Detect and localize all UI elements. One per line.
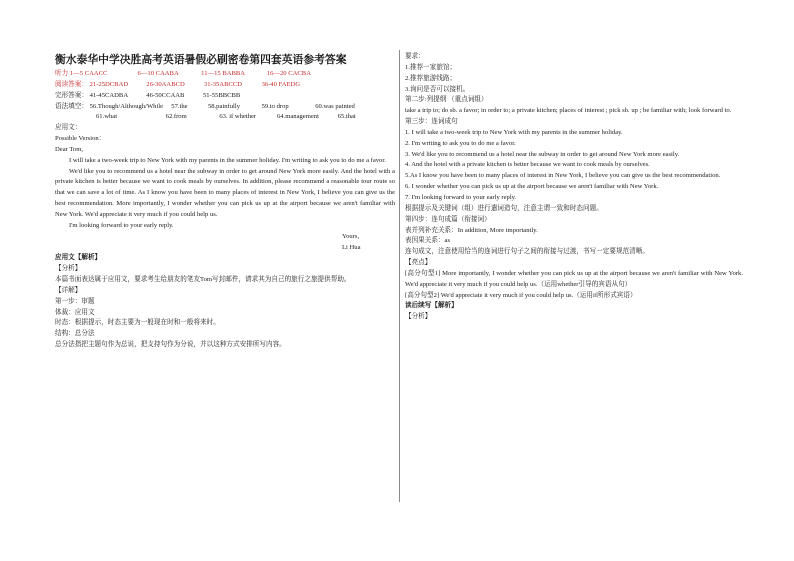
analysis-text: 本篇书面表达属于应用文，要求考生给朋友的笔友Tom写封邮件，请求其为自己的旅行之旅提供帮助。 [55, 276, 351, 284]
requirement-item: 1.推荐一家旅馆； [405, 63, 457, 71]
page-title: 衡水泰华中学决胜高考英语暑假必刷密卷第四套英语参考答案 [55, 54, 347, 66]
grammar-answer: 63. if whether [219, 113, 257, 121]
analysis-heading: 应用文【解析】 [55, 254, 102, 262]
left-column [55, 52, 395, 351]
step-3: 第三步：连词成句 [405, 118, 458, 126]
high-score-sentence-2: [高分句型2] We'd appreciate it very much if you could help us.（运用if所形式宾语） [405, 291, 637, 299]
letter-greeting: Dear Tom, [55, 145, 83, 153]
sentence-item: 2. I'm writing to ask you to do me a favor. [405, 139, 516, 147]
reading-group: 31-35ABCCD [203, 80, 243, 88]
requirements-label: 要求： [405, 53, 425, 60]
genre: 体裁：应用文 [55, 308, 95, 316]
letter-closing: Yours, [342, 232, 360, 240]
key-phrases: take a trip to; do sb. a favor; in order to; a private kitchen; places of interest ; pick sb. up ; be familiar with; look forward to. [405, 107, 732, 115]
continuation-heading: 读后续写【解析】 [405, 302, 458, 310]
sentence-item: 3. We'd like you to recommend us a hotel near the subway in order to get around New York more easily. [405, 150, 680, 158]
listening-group: 6—10 CAABA [137, 70, 179, 77]
step-2: 第二步:列提纲 （重点词组） [405, 96, 488, 104]
sentence-item: 7. I'm looking forward to your early reply. [405, 193, 517, 201]
analysis-section-label: 【分析】 [405, 313, 432, 321]
reading-answers [55, 80, 395, 91]
highlights-label: 【亮点】 [405, 259, 432, 267]
parallel-relation: 表并列补充关系：In addition, More importantly. [405, 226, 538, 234]
listening-label: 听力 [55, 70, 69, 77]
connect-text: 连句成文，注意使用恰当的连词进行句子之间的衔接与过渡，书写一定要规范清晰。 [405, 248, 649, 256]
writing-label: 应用文： [55, 124, 82, 132]
cloze-answers [55, 91, 395, 102]
letter-signature: Li Hua [342, 243, 361, 251]
sentence-item: 1. I will take a two-week trip to New York with my parents in the summer holiday. [405, 128, 623, 136]
grammar-answers-row-2 [55, 112, 395, 123]
grammar-answer: 61.what [96, 113, 118, 121]
requirement-item: 2.推荐旅游线路； [405, 74, 457, 82]
cloze-group: 46-50CCAAB [146, 91, 185, 99]
hint-text: 根据提示及关键词（组）进行遣词造句，注意主谓一致和时态问题。 [405, 204, 603, 212]
step-1: 第一步：审题 [55, 297, 95, 305]
grammar-answer: 56.Though/Although/While [89, 102, 164, 110]
letter-paragraph-1: I will take a two-week trip to New York with my parents in the summer holiday. I'm writing to ask you to do me a favor. [69, 156, 386, 164]
reading-label: 阅读答案： [55, 80, 88, 88]
sentence-item: 4. And the hotel with a private kitchen is better because we want to cook meals by ourselves. [405, 161, 650, 169]
grammar-answer: 60.was painted [315, 102, 355, 110]
reading-group: 26-30AABCD [146, 80, 185, 88]
right-column [405, 52, 743, 323]
step-4: 第四步：连句成篇（衔接词） [405, 215, 491, 223]
cloze-group: 41-45CADBA [89, 91, 129, 99]
detail-section-label: 【详解】 [55, 286, 82, 294]
reading-group: 21-25DCBAD [89, 80, 129, 88]
listening-group: 11—15 BABBA [201, 70, 246, 77]
letter-paragraph-3: I'm looking forward to your early reply. [69, 221, 174, 229]
column-divider [399, 50, 400, 502]
listening-group: 16—20 CACBA [266, 70, 311, 77]
possible-version: Possible Version： [55, 135, 106, 143]
structure: 结构：总分法 [55, 330, 95, 338]
grammar-answer: 59.to drop [261, 102, 289, 110]
requirement-item: 3.询问是否可以接机。 [405, 85, 470, 93]
grammar-answer: 58.painfully [207, 102, 240, 110]
sentence-item: 5.As I know you have been to many places of interest in New York, I believe you can give us the best recommendation. [405, 172, 721, 180]
grammar-answers-row-1 [55, 102, 395, 113]
high-score-sentence-1: [高分句型1] More importantly, I wonder whether you can pick us up at the airport because we aren't familiar with New York. We'd appreciate it very much if you could help us.（运用whether引导的宾语从句） [405, 269, 743, 288]
analysis-section-label: 【分析】 [55, 265, 82, 273]
structure-text: 总分法指把主题句作为总说，把支持句作为分说，并以这种方式安排所写内容。 [55, 341, 286, 349]
listening-group: 1—5 CAACC [69, 70, 108, 77]
cloze-group: 51-55BBCBB [202, 91, 241, 99]
grammar-answer: 65.that [337, 113, 356, 121]
listening-answers [55, 69, 395, 80]
cloze-label: 完形答案： [55, 91, 88, 99]
grammar-label: 语法填空： [55, 102, 88, 110]
grammar-answer: 57.the [171, 102, 188, 110]
grammar-answer: 62.from [165, 113, 187, 121]
cause-relation: 表因果关系：as [405, 237, 451, 245]
tense: 时态：根据提示，时态主要为一般现在时和一般将来时。 [55, 319, 220, 327]
letter-paragraph-2: We'd like you to recommend us a hotel near the subway in order to get around New York more easily. And the hotel with a private kitchen is better because we want to cook meals by ourselves. In addition, please recommend a reasonable tour route so that we can save a lot of time. As I know you have been to many places of interest in New York, I believe you can give us the best recommendation. More importantly, I wonder whether you can pick us up at the airport because we aren't familiar with New York. We'd appreciate it very much if you could help us. [55, 167, 395, 218]
reading-group: 36-40 FAEDG [261, 80, 301, 88]
grammar-answer: 64.management [276, 113, 319, 121]
sentence-item: 6. I wonder whether you can pick us up at the airport because we aren't familiar with New York. [405, 183, 659, 191]
